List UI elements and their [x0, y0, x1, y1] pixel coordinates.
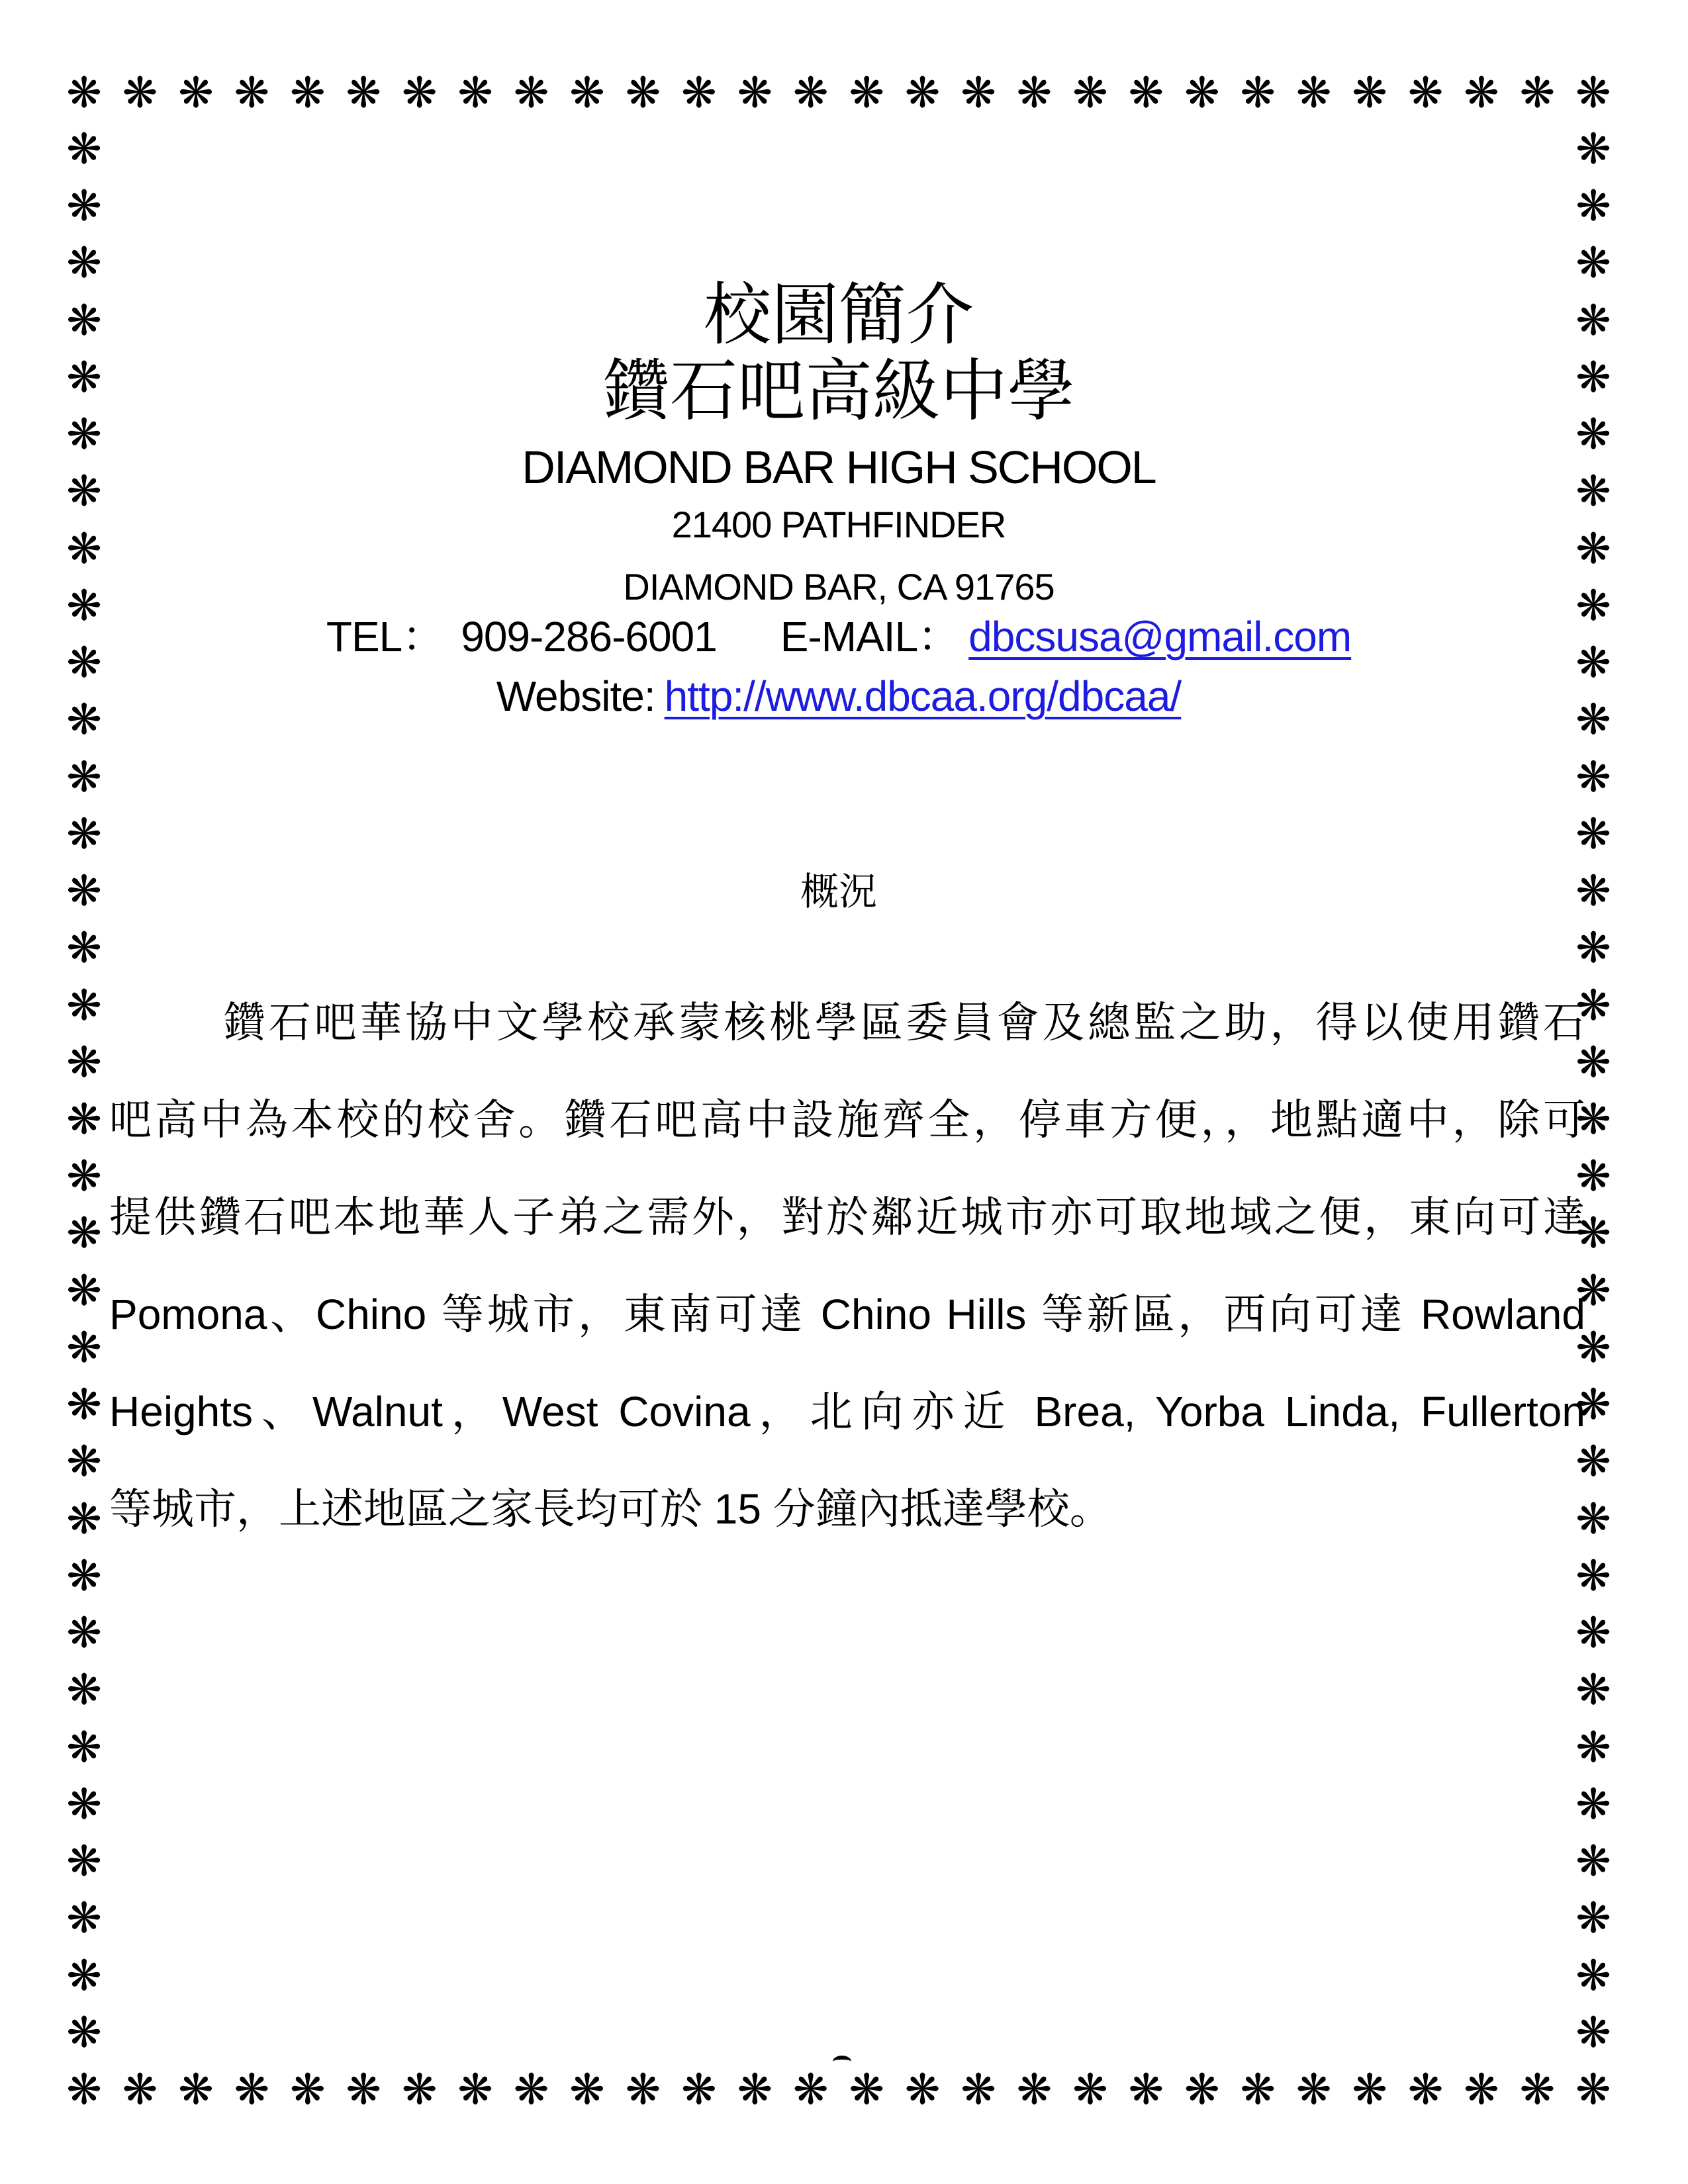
flower-asterisk-icon: ❋: [66, 239, 102, 287]
flower-asterisk-icon: ❋: [513, 2066, 549, 2113]
flower-asterisk-icon: ❋: [289, 2066, 326, 2113]
flower-asterisk-icon: ❋: [569, 69, 605, 116]
flower-asterisk-icon: ❋: [401, 69, 438, 116]
stray-arc-mark: [833, 2056, 851, 2068]
flower-asterisk-icon: ❋: [904, 2066, 941, 2113]
flower-asterisk-icon: ❋: [1575, 1666, 1611, 1714]
flower-asterisk-icon: ❋: [1240, 2066, 1276, 2113]
flower-asterisk-icon: ❋: [457, 69, 493, 116]
flower-asterisk-icon: ❋: [1352, 69, 1387, 116]
flower-asterisk-icon: ❋: [66, 1837, 102, 1886]
flower-asterisk-icon: ❋: [1575, 924, 1611, 972]
flower-asterisk-icon: ❋: [1575, 1780, 1611, 1828]
overview-paragraph-line: Pomona、Chino 等城市，東南可達 Chino Hills 等新區，西向可達 Rowland: [109, 1291, 1585, 1338]
website-line: [62, 672, 1615, 720]
flower-asterisk-icon: ❋: [66, 924, 102, 972]
flower-asterisk-icon: ❋: [737, 2066, 773, 2113]
flower-asterisk-icon: ❋: [1575, 125, 1611, 173]
flower-asterisk-icon: ❋: [1016, 2066, 1053, 2113]
border-top-row: [62, 71, 1615, 114]
flower-asterisk-icon: ❋: [1295, 69, 1332, 116]
flower-asterisk-icon: ❋: [1575, 353, 1611, 401]
flower-asterisk-icon: ❋: [1575, 467, 1611, 516]
website-link[interactable]: http://www.dbcaa.org/dbcaa/: [664, 672, 1182, 720]
flower-asterisk-icon: ❋: [1575, 1951, 1611, 1999]
flower-asterisk-icon: ❋: [1575, 1266, 1611, 1314]
flower-asterisk-icon: ❋: [1575, 1494, 1611, 1543]
flower-asterisk-icon: ❋: [66, 467, 102, 516]
flower-asterisk-icon: ❋: [66, 1780, 102, 1828]
flower-asterisk-icon: ❋: [66, 752, 102, 801]
flower-asterisk-icon: ❋: [1407, 2066, 1444, 2113]
flower-asterisk-icon: ❋: [66, 1323, 102, 1371]
flower-asterisk-icon: ❋: [513, 69, 549, 116]
flower-asterisk-icon: ❋: [849, 69, 884, 116]
flower-asterisk-icon: ❋: [737, 69, 773, 116]
flower-asterisk-icon: ❋: [625, 2066, 661, 2113]
flower-asterisk-icon: ❋: [1575, 809, 1611, 858]
flower-asterisk-icon: ❋: [66, 296, 102, 344]
flower-asterisk-icon: ❋: [1575, 2008, 1611, 2056]
flower-asterisk-icon: ❋: [1575, 69, 1611, 116]
flower-asterisk-icon: ❋: [66, 1723, 102, 1771]
flower-asterisk-icon: ❋: [1575, 1551, 1611, 1600]
border-bottom-row: [62, 2068, 1615, 2111]
flower-asterisk-icon: ❋: [1575, 1381, 1611, 1429]
flower-asterisk-icon: ❋: [66, 581, 102, 629]
overview-paragraph-line: 吧高中為本校的校舍。鑽石吧高中設施齊全，停車方便，，地點適中，除可: [109, 1096, 1585, 1144]
flower-asterisk-icon: ❋: [401, 2066, 438, 2113]
flower-asterisk-icon: ❋: [1464, 69, 1499, 116]
flower-asterisk-icon: ❋: [289, 69, 326, 116]
flower-asterisk-icon: ❋: [66, 2008, 102, 2056]
flower-asterisk-icon: ❋: [66, 353, 102, 401]
tel-label: TEL：: [326, 613, 444, 660]
flower-asterisk-icon: ❋: [904, 69, 941, 116]
flower-asterisk-icon: ❋: [66, 639, 102, 687]
flower-asterisk-icon: ❋: [961, 2066, 996, 2113]
flower-asterisk-icon: ❋: [1184, 69, 1220, 116]
flower-asterisk-icon: ❋: [66, 1951, 102, 1999]
flower-asterisk-icon: ❋: [66, 1609, 102, 1657]
flower-asterisk-icon: ❋: [1575, 2066, 1611, 2113]
flower-asterisk-icon: ❋: [1575, 1095, 1611, 1143]
flower-asterisk-icon: ❋: [1295, 2066, 1332, 2113]
flower-asterisk-icon: ❋: [66, 867, 102, 915]
flower-asterisk-icon: ❋: [1519, 2066, 1556, 2113]
flower-asterisk-icon: ❋: [1184, 2066, 1220, 2113]
overview-paragraph-line: 等城市，上述地區之家長均可於 15 分鐘內抵達學校。: [109, 1485, 1112, 1533]
flower-asterisk-icon: ❋: [1575, 296, 1611, 344]
flower-asterisk-icon: ❋: [66, 1894, 102, 1942]
flower-asterisk-icon: ❋: [1575, 524, 1611, 572]
flower-asterisk-icon: ❋: [66, 1209, 102, 1257]
flower-asterisk-icon: ❋: [1575, 981, 1611, 1029]
flower-asterisk-icon: ❋: [1016, 69, 1053, 116]
tel-number: 909-286-6001: [461, 613, 717, 660]
website-label: Website:: [496, 672, 655, 720]
flower-asterisk-icon: ❋: [66, 696, 102, 744]
flower-asterisk-icon: ❋: [66, 1152, 102, 1201]
flower-asterisk-icon: ❋: [961, 69, 996, 116]
flower-asterisk-icon: ❋: [66, 524, 102, 572]
flower-asterisk-icon: ❋: [122, 69, 158, 116]
address-city: DIAMOND BAR, CA 91765: [623, 566, 1055, 608]
flower-asterisk-icon: ❋: [66, 2066, 102, 2113]
flower-asterisk-icon: ❋: [1575, 752, 1611, 801]
school-name-en: DIAMOND BAR HIGH SCHOOL: [522, 441, 1156, 493]
flower-asterisk-icon: ❋: [1128, 69, 1164, 116]
flower-asterisk-icon: ❋: [1575, 1894, 1611, 1942]
flower-asterisk-icon: ❋: [1575, 239, 1611, 287]
flower-asterisk-icon: ❋: [66, 1494, 102, 1543]
school-name-zh: 鑽石吧高級中學: [602, 353, 1075, 429]
flower-asterisk-icon: ❋: [66, 125, 102, 173]
flower-asterisk-icon: ❋: [234, 69, 270, 116]
overview-paragraph-line: Heights、Walnut，West Covina，北向亦近 Brea, Yorba Linda, Fullerton: [109, 1388, 1585, 1435]
flower-asterisk-icon: ❋: [1575, 1209, 1611, 1257]
flower-asterisk-icon: ❋: [1519, 69, 1556, 116]
flower-asterisk-icon: ❋: [1240, 69, 1276, 116]
flower-asterisk-icon: ❋: [346, 69, 381, 116]
flower-asterisk-icon: ❋: [1575, 1038, 1611, 1086]
flower-asterisk-icon: ❋: [66, 69, 102, 116]
flower-asterisk-icon: ❋: [178, 2066, 214, 2113]
overview-paragraph-line: 鑽石吧華協中文學校承蒙核桃學區委員會及總監之助，得以使用鑽石: [223, 999, 1585, 1046]
flower-asterisk-icon: ❋: [681, 2066, 717, 2113]
flower-asterisk-icon: ❋: [66, 1381, 102, 1429]
flower-asterisk-icon: ❋: [1072, 2066, 1108, 2113]
flower-asterisk-icon: ❋: [569, 2066, 605, 2113]
flower-asterisk-icon: ❋: [66, 410, 102, 459]
flower-asterisk-icon: ❋: [1128, 2066, 1164, 2113]
overview-heading: 概況: [800, 870, 877, 913]
flower-asterisk-icon: ❋: [1407, 69, 1444, 116]
flower-asterisk-icon: ❋: [1575, 639, 1611, 687]
flower-asterisk-icon: ❋: [1575, 182, 1611, 230]
tel-email-line: [62, 613, 1615, 660]
flower-asterisk-icon: ❋: [1575, 1837, 1611, 1886]
flower-asterisk-icon: ❋: [66, 1666, 102, 1714]
flower-asterisk-icon: ❋: [625, 69, 661, 116]
flower-asterisk-icon: ❋: [1072, 69, 1108, 116]
flower-asterisk-icon: ❋: [1575, 1723, 1611, 1771]
flower-asterisk-icon: ❋: [457, 2066, 493, 2113]
flower-asterisk-icon: ❋: [792, 2066, 829, 2113]
flower-asterisk-icon: ❋: [1352, 2066, 1387, 2113]
flower-asterisk-icon: ❋: [66, 1038, 102, 1086]
flower-asterisk-icon: ❋: [1575, 1323, 1611, 1371]
flower-asterisk-icon: ❋: [66, 182, 102, 230]
flower-asterisk-icon: ❋: [66, 1266, 102, 1314]
flower-asterisk-icon: ❋: [1575, 581, 1611, 629]
flower-asterisk-icon: ❋: [1575, 867, 1611, 915]
address-street: 21400 PATHFINDER: [671, 504, 1006, 545]
flower-asterisk-icon: ❋: [681, 69, 717, 116]
flower-asterisk-icon: ❋: [178, 69, 214, 116]
flower-asterisk-icon: ❋: [66, 1437, 102, 1486]
flower-asterisk-icon: ❋: [849, 2066, 884, 2113]
flower-asterisk-icon: ❋: [792, 69, 829, 116]
email-link[interactable]: dbcsusa@gmail.com: [968, 613, 1352, 660]
flower-asterisk-icon: ❋: [346, 2066, 381, 2113]
flower-asterisk-icon: ❋: [1575, 410, 1611, 459]
email-label: E-MAIL：: [780, 613, 960, 660]
flower-asterisk-icon: ❋: [1464, 2066, 1499, 2113]
flower-asterisk-icon: ❋: [122, 2066, 158, 2113]
flower-asterisk-icon: ❋: [66, 981, 102, 1029]
flower-asterisk-icon: ❋: [234, 2066, 270, 2113]
flower-asterisk-icon: ❋: [66, 1095, 102, 1143]
flower-asterisk-icon: ❋: [66, 1551, 102, 1600]
flower-asterisk-icon: ❋: [1575, 1152, 1611, 1201]
flower-asterisk-icon: ❋: [1575, 1437, 1611, 1486]
flower-asterisk-icon: ❋: [66, 809, 102, 858]
page-title-zh: 校園簡介: [704, 277, 974, 353]
flower-asterisk-icon: ❋: [1575, 696, 1611, 744]
flower-asterisk-icon: ❋: [1575, 1609, 1611, 1657]
overview-paragraph-line: 提供鑽石吧本地華人子弟之需外，對於鄰近城市亦可取地域之便，東向可達: [109, 1193, 1585, 1241]
